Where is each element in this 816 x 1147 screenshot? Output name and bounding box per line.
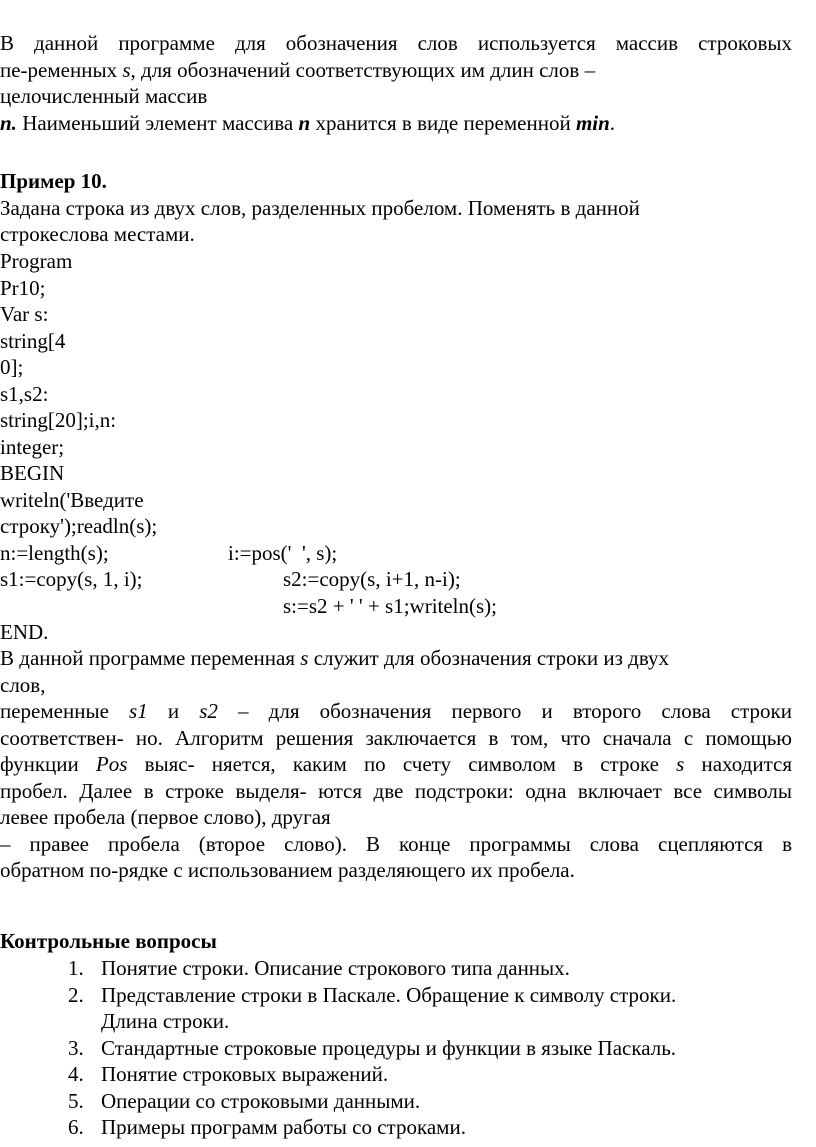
var-s-line5: s bbox=[676, 752, 685, 776]
expl-line-8: – правее пробела (второе слово). В конце программы слова сцепляются в bbox=[0, 831, 792, 856]
list-item: 3. Стандартные строковые процедуры и функции в языке Паскаль. bbox=[68, 1035, 677, 1060]
code-end: END. bbox=[0, 620, 49, 644]
var-s1: s1 bbox=[129, 699, 148, 723]
code-line: integer; bbox=[0, 434, 65, 459]
var-pos: Pos bbox=[95, 752, 128, 776]
code-row-12 bbox=[0, 540, 792, 567]
code-line: Var s: bbox=[0, 302, 49, 326]
expl-line-5: функции Pos выяс- няется, каким по счету символом в строке s находится bbox=[0, 752, 792, 776]
code-line: writeln('Введите bbox=[0, 487, 144, 512]
intro-line-3: целочисленный массив bbox=[0, 84, 208, 108]
task-line-1: Задана строка из двух слов, разделенных пробелом. Поменять в данной bbox=[0, 195, 640, 220]
var-s: s bbox=[122, 57, 131, 82]
questions-heading: Контрольные вопросы bbox=[0, 929, 217, 953]
intro-paragraph bbox=[0, 30, 792, 136]
list-item: 4. Понятие строковых выражений. bbox=[68, 1062, 389, 1086]
task-line-2: строкеслова местами. bbox=[0, 222, 195, 246]
explanation-paragraph bbox=[0, 645, 792, 884]
var-n: n. bbox=[0, 110, 17, 135]
code-row-14 bbox=[0, 593, 792, 620]
var-n-2: n bbox=[298, 110, 311, 135]
code-copy-s1: s1:=copy(s, 1, i); bbox=[0, 567, 143, 591]
var-min: min bbox=[575, 110, 610, 135]
code-length: n:=length(s); bbox=[0, 540, 109, 565]
example-heading: Пример 10. bbox=[0, 169, 107, 193]
code-line: string[20];i,n: bbox=[0, 408, 117, 432]
var-s2: s2 bbox=[199, 699, 218, 723]
code-line: BEGIN bbox=[0, 461, 65, 485]
expl-line-7: левее пробела (первое слово), другая bbox=[0, 805, 331, 829]
intro-line-2: пе-ременных s, для обозначений соответствующих им длин слов – bbox=[0, 57, 596, 82]
code-pos: i:=pos(' ', s); bbox=[228, 540, 338, 565]
intro-line-4: n. Наименьший элемент массива n хранится в виде переменной min. bbox=[0, 110, 616, 135]
list-item: 2. Представление строки в Паскале. Обращение к символу строки. Длина строки. bbox=[68, 982, 677, 1033]
intro-line-1: В данной программе для обозначения слов используется массив строковых bbox=[0, 31, 792, 55]
expl-line-3: переменные s1 и s2 – для обозначения первого и второго слова строки bbox=[0, 699, 792, 723]
code-row-13 bbox=[0, 566, 792, 593]
var-s-expl: s bbox=[300, 646, 309, 670]
expl-line-6: пробел. Далее в строке выделя- ются две подстроки: одна включает все символы bbox=[0, 778, 792, 803]
list-item: 1. Понятие строки. Описание строкового типа данных. bbox=[68, 956, 570, 980]
expl-line-4: соответствен- но. Алгоритм решения заключается в том, что сначала с помощью bbox=[0, 725, 792, 750]
list-item: 5. Операции со строковыми данными. bbox=[68, 1088, 421, 1113]
expl-line-9: обратном по-рядке с использованием разделяющего их пробела. bbox=[0, 858, 575, 882]
program-code bbox=[0, 248, 792, 646]
questions-list bbox=[68, 955, 788, 1141]
code-line: 0]; bbox=[0, 355, 24, 379]
code-line: Pr10; bbox=[0, 275, 46, 300]
list-item: 6. Примеры программ работы со строками. bbox=[68, 1115, 466, 1139]
code-line: Program bbox=[0, 249, 73, 273]
code-line: string[4 bbox=[0, 328, 66, 353]
code-line: строку');readln(s); bbox=[0, 514, 158, 538]
expl-line-2: слов, bbox=[0, 672, 46, 697]
code-line: s1,s2: bbox=[0, 381, 49, 406]
expl-line-1: В данной программе переменная s служит для обозначения строки из двух bbox=[0, 646, 670, 670]
example-section bbox=[0, 168, 792, 248]
code-copy-s2: s2:=copy(s, i+1, n-i); bbox=[283, 567, 461, 591]
code-concat: s:=s2 + ' ' + s1;writeln(s); bbox=[283, 593, 498, 618]
